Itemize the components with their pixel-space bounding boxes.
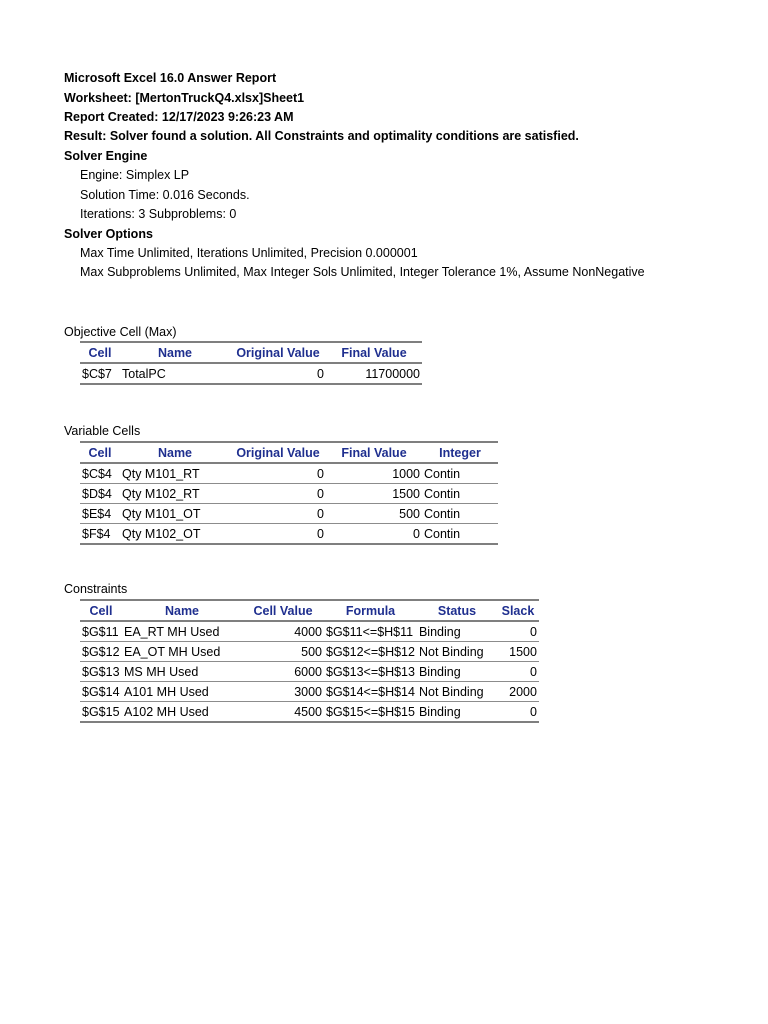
cell-name: EA_OT MH Used	[122, 642, 242, 662]
integer-type: Contin	[422, 504, 498, 524]
column-header: Status	[417, 600, 497, 621]
table-row	[80, 524, 498, 545]
constraints-section-label: Constraints	[64, 582, 128, 596]
formula: $G$11<=$H$11	[324, 621, 417, 642]
column-header: Cell	[80, 600, 122, 621]
formula: $G$15<=$H$15	[324, 702, 417, 723]
slack: 0	[497, 662, 539, 682]
column-header: Final Value	[326, 342, 422, 363]
original-value: 0	[230, 363, 326, 384]
table-header-row	[80, 342, 422, 363]
column-header: Cell	[80, 342, 120, 363]
formula: $G$12<=$H$12	[324, 642, 417, 662]
options-heading: Solver Options	[64, 227, 153, 241]
cell-name: MS MH Used	[122, 662, 242, 682]
column-header: Name	[122, 600, 242, 621]
table-row	[80, 621, 539, 642]
engine-heading: Solver Engine	[64, 149, 148, 163]
column-header: Slack	[497, 600, 539, 621]
variables-section-label: Variable Cells	[64, 424, 141, 438]
cell-ref: $C$4	[80, 463, 120, 484]
table-row	[80, 463, 498, 484]
cell-ref: $G$13	[80, 662, 122, 682]
status: Not Binding	[417, 682, 497, 702]
cell-name: A101 MH Used	[122, 682, 242, 702]
cell-name: A102 MH Used	[122, 702, 242, 723]
result-message: Result: Solver found a solution. All Constraints and optimality conditions are satisfied.	[64, 129, 579, 143]
status: Binding	[417, 702, 497, 723]
table-header-row	[80, 442, 498, 463]
column-header: Final Value	[326, 442, 422, 463]
cell-ref: $G$11	[80, 621, 122, 642]
engine-type: Engine: Simplex LP	[80, 168, 190, 182]
cell-name: Qty M101_OT	[120, 504, 230, 524]
constraints-table	[80, 599, 539, 723]
cell-name: EA_RT MH Used	[122, 621, 242, 642]
options-line-2: Max Subproblems Unlimited, Max Integer Sols Unlimited, Integer Tolerance 1%, Assume NonNegative	[80, 265, 645, 279]
cell-value: 4500	[242, 702, 324, 723]
formula: $G$13<=$H$13	[324, 662, 417, 682]
cell-name: TotalPC	[120, 363, 230, 384]
cell-ref: $G$14	[80, 682, 122, 702]
objective-section-label: Objective Cell (Max)	[64, 325, 177, 339]
original-value: 0	[230, 504, 326, 524]
table-row	[80, 682, 539, 702]
cell-ref: $C$7	[80, 363, 120, 384]
cell-value: 4000	[242, 621, 324, 642]
final-value: 500	[326, 504, 422, 524]
column-header: Cell	[80, 442, 120, 463]
cell-value: 3000	[242, 682, 324, 702]
table-row	[80, 363, 422, 384]
cell-ref: $G$15	[80, 702, 122, 723]
column-header: Name	[120, 442, 230, 463]
column-header: Formula	[324, 600, 417, 621]
cell-value: 6000	[242, 662, 324, 682]
cell-name: Qty M102_OT	[120, 524, 230, 545]
original-value: 0	[230, 524, 326, 545]
variables-table	[80, 441, 498, 545]
integer-type: Contin	[422, 463, 498, 484]
integer-type: Contin	[422, 484, 498, 504]
slack: 0	[497, 702, 539, 723]
slack: 2000	[497, 682, 539, 702]
solution-time: Solution Time: 0.016 Seconds.	[80, 188, 250, 202]
table-row	[80, 484, 498, 504]
final-value: 1500	[326, 484, 422, 504]
table-row	[80, 504, 498, 524]
table-row	[80, 702, 539, 723]
final-value: 1000	[326, 463, 422, 484]
cell-ref: $G$12	[80, 642, 122, 662]
cell-name: Qty M101_RT	[120, 463, 230, 484]
slack: 1500	[497, 642, 539, 662]
column-header: Cell Value	[242, 600, 324, 621]
cell-ref: $D$4	[80, 484, 120, 504]
formula: $G$14<=$H$14	[324, 682, 417, 702]
column-header: Name	[120, 342, 230, 363]
original-value: 0	[230, 484, 326, 504]
column-header: Original Value	[230, 442, 326, 463]
status: Binding	[417, 662, 497, 682]
cell-ref: $F$4	[80, 524, 120, 545]
integer-type: Contin	[422, 524, 498, 545]
column-header: Original Value	[230, 342, 326, 363]
iterations: Iterations: 3 Subproblems: 0	[80, 207, 237, 221]
original-value: 0	[230, 463, 326, 484]
column-header: Integer	[422, 442, 498, 463]
report-title: Microsoft Excel 16.0 Answer Report	[64, 71, 277, 85]
status: Binding	[417, 621, 497, 642]
table-row	[80, 662, 539, 682]
cell-name: Qty M102_RT	[120, 484, 230, 504]
objective-table	[80, 341, 422, 385]
cell-value: 500	[242, 642, 324, 662]
table-row	[80, 642, 539, 662]
slack: 0	[497, 621, 539, 642]
options-line-1: Max Time Unlimited, Iterations Unlimited, Precision 0.000001	[80, 246, 418, 260]
report-created: Report Created: 12/17/2023 9:26:23 AM	[64, 110, 294, 124]
final-value: 0	[326, 524, 422, 545]
status: Not Binding	[417, 642, 497, 662]
cell-ref: $E$4	[80, 504, 120, 524]
final-value: 11700000	[326, 363, 422, 384]
worksheet-label: Worksheet: [MertonTruckQ4.xlsx]Sheet1	[64, 91, 305, 105]
table-header-row	[80, 600, 539, 621]
